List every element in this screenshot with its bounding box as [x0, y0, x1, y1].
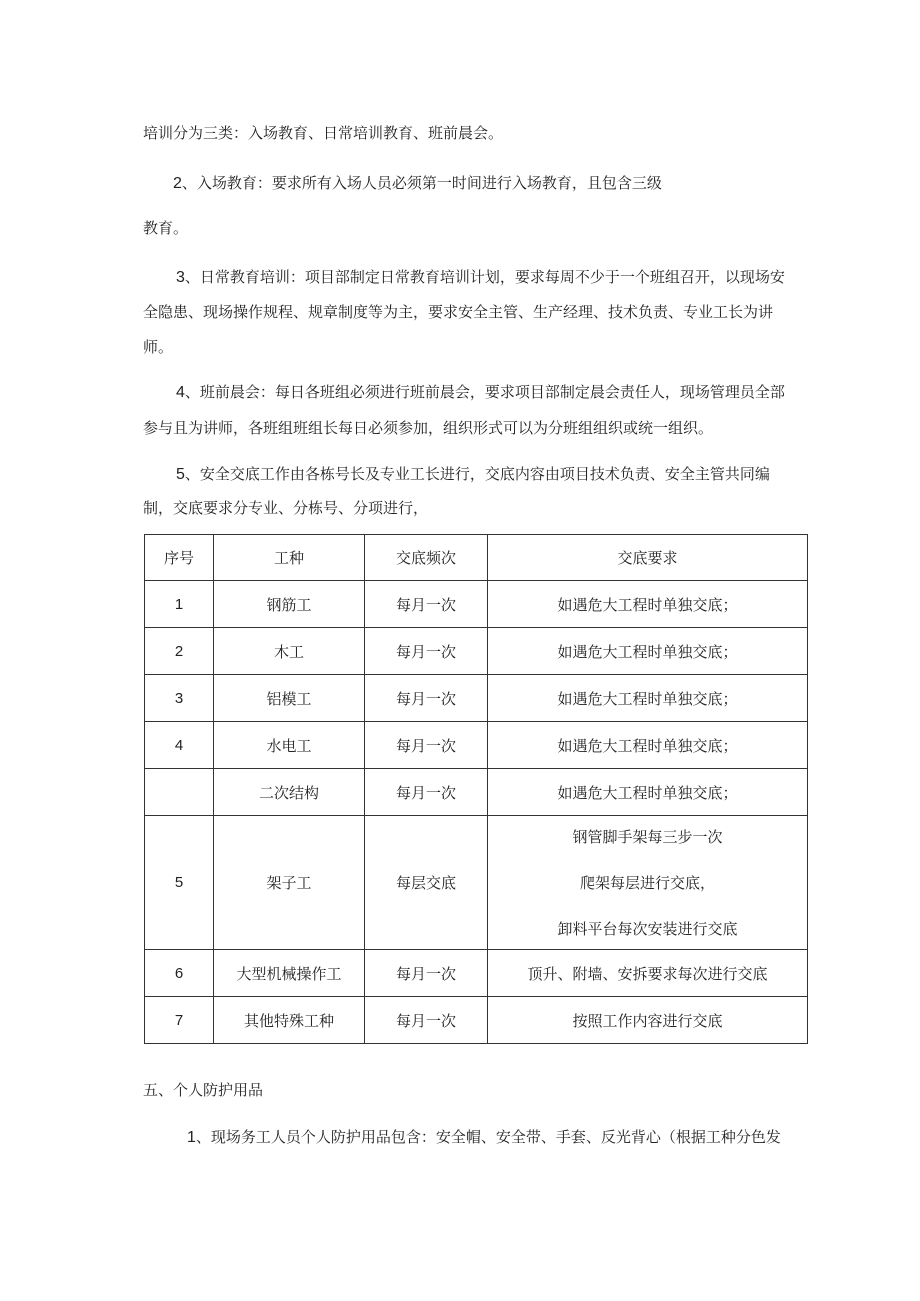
- requirement-line: 卸料平台每次安装进行交底: [557, 919, 738, 938]
- cell-frequency: 每月一次: [365, 950, 488, 997]
- table-row: [145, 816, 808, 950]
- requirement-line: 钢管脚手架每三步一次: [572, 827, 723, 846]
- paragraph-text: 、现场务工人员个人防护用品包含：安全帽、安全带、手套、反光背心（根据工种分色发: [195, 1128, 781, 1146]
- cell-frequency: 每月一次: [365, 769, 488, 816]
- paragraph-daily-training-cont2: 师。: [143, 338, 174, 356]
- cell-seq: [145, 769, 214, 816]
- item-number: 2: [173, 175, 182, 192]
- paragraph-morning-meeting: [176, 382, 785, 403]
- cell-seq: 2: [145, 628, 214, 675]
- cell-seq: 6: [145, 950, 214, 997]
- cell-frequency: 每月一次: [365, 997, 488, 1044]
- paragraph-daily-training: [176, 267, 785, 288]
- cell-type: 钢筋工: [214, 581, 365, 628]
- paragraph-text: 、日常教育培训：项目部制定日常教育培训计划，要求每周不少于一个班组召开，以现场安: [184, 268, 785, 286]
- header-seq: 序号: [145, 535, 214, 581]
- cell-frequency: 每月一次: [365, 581, 488, 628]
- cell-requirement: 如遇危大工程时单独交底；: [488, 722, 808, 769]
- cell-type: 架子工: [214, 816, 365, 950]
- cell-type: 铝模工: [214, 675, 365, 722]
- paragraph-daily-training-cont: 全隐患、现场操作规程、规章制度等为主，要求安全主管、生产经理、技术负责、专业工长为讲: [143, 303, 774, 321]
- cell-requirement: 如遇危大工程时单独交底；: [488, 581, 808, 628]
- table-row: [145, 675, 808, 722]
- paragraph-training-types: 培训分为三类：入场教育、日常培训教育、班前晨会。: [143, 124, 504, 142]
- briefing-table: [144, 534, 808, 1044]
- table-row: [145, 769, 808, 816]
- item-number: 3: [176, 269, 185, 286]
- cell-type: 二次结构: [214, 769, 365, 816]
- item-number: 1: [187, 1129, 196, 1146]
- table-row: [145, 950, 808, 997]
- header-frequency: 交底频次: [365, 535, 488, 581]
- cell-requirement: 按照工作内容进行交底: [488, 997, 808, 1044]
- cell-seq: 5: [145, 816, 214, 950]
- cell-type: 木工: [214, 628, 365, 675]
- cell-frequency: 每层交底: [365, 816, 488, 950]
- cell-frequency: 每月一次: [365, 675, 488, 722]
- paragraph-text: 、班前晨会：每日各班组必须进行班前晨会，要求项目部制定晨会责任人，现场管理员全部: [184, 383, 785, 401]
- paragraph-entry-education: [173, 173, 662, 194]
- cell-requirement: 顶升、附墙、安拆要求每次进行交底: [488, 950, 808, 997]
- section-title-ppe: 五、个人防护用品: [143, 1081, 264, 1099]
- cell-requirement: 如遇危大工程时单独交底；: [488, 769, 808, 816]
- cell-seq: 3: [145, 675, 214, 722]
- paragraph-safety-briefing-cont: 制，交底要求分专业、分栋号、分项进行，: [143, 499, 429, 517]
- header-type: 工种: [214, 535, 365, 581]
- cell-frequency: 每月一次: [365, 722, 488, 769]
- item-number: 5: [176, 466, 185, 483]
- table-row: [145, 628, 808, 675]
- paragraph-safety-briefing: [176, 464, 770, 485]
- item-number: 4: [176, 384, 185, 401]
- cell-frequency: 每月一次: [365, 628, 488, 675]
- cell-seq: 4: [145, 722, 214, 769]
- paragraph-ppe-items: [187, 1127, 781, 1148]
- cell-type: 水电工: [214, 722, 365, 769]
- cell-requirement: 如遇危大工程时单独交底；: [488, 675, 808, 722]
- cell-seq: 1: [145, 581, 214, 628]
- header-requirement: 交底要求: [488, 535, 808, 581]
- cell-requirement: 如遇危大工程时单独交底；: [488, 628, 808, 675]
- paragraph-entry-education-cont: 教育。: [143, 219, 189, 237]
- table-row: [145, 581, 808, 628]
- requirement-line: 爬架每层进行交底，: [579, 873, 715, 892]
- cell-seq: 7: [145, 997, 214, 1044]
- table-header-row: [145, 535, 808, 581]
- table-row: [145, 997, 808, 1044]
- paragraph-morning-meeting-cont: 参与且为讲师，各班组班组长每日必须参加，组织形式可以为分班组组织或统一组织。: [143, 419, 714, 437]
- paragraph-text: 、安全交底工作由各栋号长及专业工长进行，交底内容由项目技术负责、安全主管共同编: [184, 465, 770, 483]
- table-row: [145, 722, 808, 769]
- cell-type: 其他特殊工种: [214, 997, 365, 1044]
- paragraph-text: 、入场教育：要求所有入场人员必须第一时间进行入场教育，且包含三级: [181, 174, 662, 192]
- cell-requirement: [488, 816, 808, 950]
- cell-type: 大型机械操作工: [214, 950, 365, 997]
